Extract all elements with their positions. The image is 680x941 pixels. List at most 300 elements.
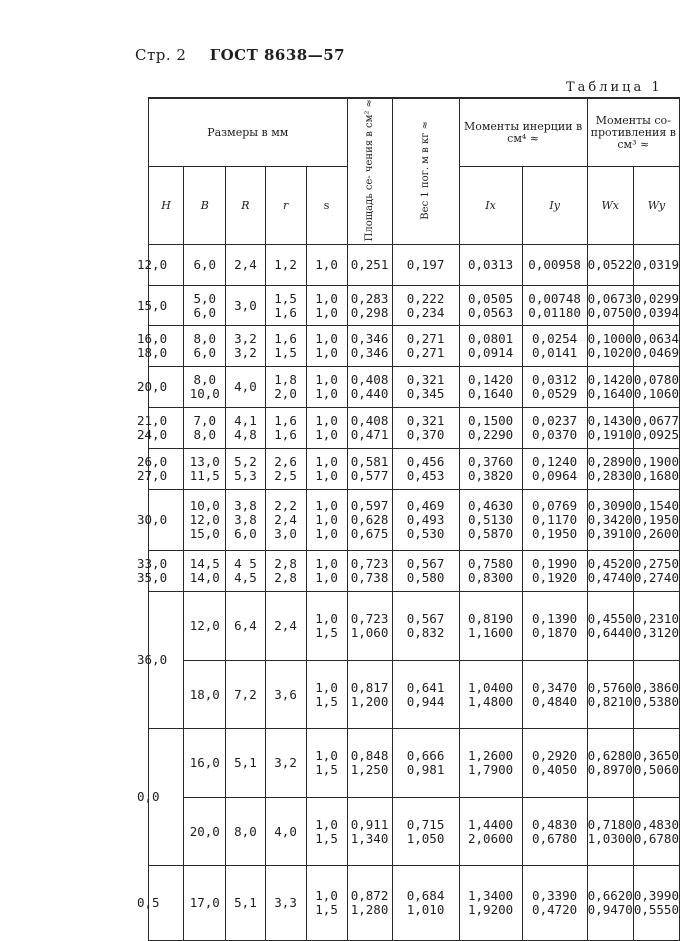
- cell-Ix: [459, 408, 522, 449]
- cell-value: 0,7580: [468, 556, 514, 572]
- cell-value: 0,0299: [633, 290, 679, 306]
- cell-value: 1,200: [350, 693, 389, 709]
- cell-Wy: [633, 866, 679, 941]
- cell-value: 21,0: [137, 413, 168, 429]
- cell-value: 0,6780: [532, 830, 578, 846]
- cell-value: 5,2: [234, 454, 257, 470]
- cell-R: [226, 866, 265, 941]
- cell-Wy: [633, 408, 679, 449]
- area-header: Площадь се- чения в см² ≈: [347, 98, 392, 245]
- cell-value: 0,577: [350, 468, 389, 484]
- cell-value: 0,3120: [633, 625, 679, 641]
- cell-value: 0,0780: [633, 372, 679, 388]
- cell-G: [392, 661, 459, 729]
- cell-Wx: [587, 408, 633, 449]
- cell-Wy: [633, 490, 679, 551]
- cell-Iy: [522, 286, 587, 326]
- cell-Wx: [587, 798, 633, 866]
- cell-value: 24,0: [137, 427, 168, 443]
- cell-value: 1,5: [315, 693, 338, 709]
- cell-value: 0,0925: [633, 427, 679, 443]
- cell-R: [226, 661, 265, 729]
- cell-value: 0,1640: [468, 386, 514, 402]
- cell-B: [184, 408, 226, 449]
- cell-B: [184, 866, 226, 941]
- cell-value: 0,0673: [587, 290, 633, 306]
- cell-H: [137, 408, 184, 449]
- cell-F: [347, 449, 392, 490]
- cell-value: 13,0: [189, 454, 220, 470]
- cell-value: 0,370: [406, 427, 445, 443]
- cell-value: 0,5870: [468, 526, 514, 542]
- cell-F: [347, 326, 392, 367]
- cell-R: [226, 449, 265, 490]
- cell-value: 5,1: [234, 895, 257, 911]
- cell-s: [306, 367, 347, 408]
- cell-value: 18,0: [189, 686, 220, 702]
- cell-value: 1,6: [274, 413, 297, 429]
- cell-value: 3,8: [234, 498, 257, 514]
- cell-value: 0,0750: [587, 304, 633, 320]
- standard-number: ГОСТ 8638—57: [209, 46, 346, 64]
- table-row: [149, 661, 680, 729]
- cell-Iy: [522, 729, 587, 798]
- cell-value: 0,5130: [468, 512, 514, 528]
- cell-value: 0,7180: [587, 816, 633, 832]
- cell-value: 0,8300: [468, 570, 514, 586]
- cell-B: [184, 449, 226, 490]
- cell-value: 8,0: [193, 427, 217, 443]
- table-row: [149, 866, 680, 941]
- cell-value: 0,234: [406, 304, 445, 320]
- cell-B: [184, 367, 226, 408]
- cell-Iy: [522, 551, 587, 592]
- cell-r: [265, 866, 306, 941]
- cell-Wx: [587, 729, 633, 798]
- cell-value: 0,3090: [587, 498, 633, 514]
- cell-value: 4,5: [234, 570, 257, 586]
- cell-value: 0,1390: [532, 611, 578, 627]
- cell-value: 0,271: [406, 331, 445, 347]
- cell-Ix: [459, 245, 522, 286]
- cell-R: [226, 245, 265, 286]
- cell-value: 0,1680: [633, 468, 679, 484]
- cell-value: 1,6: [274, 331, 297, 347]
- cell-s: [306, 661, 347, 729]
- cell-F: [347, 592, 392, 661]
- cell-value: 0,4630: [468, 498, 514, 514]
- cell-Iy: [522, 866, 587, 941]
- col-H: H: [149, 167, 184, 245]
- cell-value: 27,0: [137, 468, 168, 484]
- cell-value: 20,0: [137, 379, 168, 395]
- cell-value: 0,1910: [587, 427, 633, 443]
- cell-r: [265, 592, 306, 661]
- cell-H: [137, 449, 184, 490]
- cell-value: 0,0964: [532, 468, 578, 484]
- cell-value: 0,0801: [468, 331, 514, 347]
- cell-value: 1,0: [315, 386, 338, 402]
- cell-value: 0,1990: [532, 556, 578, 572]
- cell-Iy: [522, 326, 587, 367]
- cell-R: [226, 592, 265, 661]
- cell-value: 0,321: [406, 372, 445, 388]
- cell-value: 0,628: [350, 512, 389, 528]
- cell-value: 0,4840: [532, 693, 578, 709]
- cell-value: 0,408: [350, 372, 389, 388]
- cell-value: 0,0319: [633, 257, 679, 273]
- cell-s: [306, 866, 347, 941]
- col-Ix: Ix: [459, 167, 522, 245]
- col-B: B: [184, 167, 226, 245]
- cell-F: [347, 551, 392, 592]
- cell-value: 0,684: [406, 888, 445, 904]
- cell-value: 3,2: [234, 345, 257, 361]
- cell-value: 0,01180: [528, 304, 581, 320]
- cell-G: [392, 798, 459, 866]
- cell-value: 4,0: [234, 379, 257, 395]
- cell-value: 10,0: [189, 386, 220, 402]
- cell-R: [226, 729, 265, 798]
- cell-value: 35,0: [137, 570, 168, 586]
- cell-value: 0,0370: [532, 427, 578, 443]
- cell-value: 15,0: [137, 297, 168, 313]
- cell-F: [347, 408, 392, 449]
- cell-value: 0,456: [406, 454, 445, 470]
- cell-Ix: [459, 367, 522, 408]
- cell-value: 0,581: [350, 454, 389, 470]
- cell-value: 0,1420: [587, 372, 633, 388]
- cell-value: 1,0: [315, 304, 338, 320]
- cell-s: [306, 449, 347, 490]
- cell-value: 0,197: [406, 257, 445, 273]
- cell-value: 0,6440: [587, 625, 633, 641]
- cell-value: 0,1540: [633, 498, 679, 514]
- cell-H: [137, 729, 184, 866]
- cell-value: 0,2830: [587, 468, 633, 484]
- cell-value: 0,723: [350, 556, 389, 572]
- table-row: [149, 551, 680, 592]
- cell-value: 4,8: [234, 427, 257, 443]
- cell-R: [226, 490, 265, 551]
- cell-value: 0,4830: [532, 816, 578, 832]
- cell-value: 6,0: [193, 257, 217, 273]
- cell-value: 0,5380: [633, 693, 679, 709]
- cell-value: 0,6780: [633, 830, 679, 846]
- cell-value: 8,0: [193, 372, 217, 388]
- cell-G: [392, 449, 459, 490]
- cell-value: 1,0: [315, 372, 338, 388]
- cell-value: 0,5760: [587, 679, 633, 695]
- cell-value: 0,530: [406, 526, 445, 542]
- cell-F: [347, 490, 392, 551]
- cell-value: 0,440: [350, 386, 389, 402]
- cell-value: 0,738: [350, 570, 389, 586]
- cell-r: [265, 245, 306, 286]
- col-Wy: Wy: [633, 167, 679, 245]
- cell-value: 12,0: [189, 618, 220, 634]
- cell-value: 0,345: [406, 386, 445, 402]
- cell-value: 0,00748: [528, 290, 581, 306]
- cell-value: 0,4720: [532, 902, 578, 918]
- cell-Iy: [522, 661, 587, 729]
- cell-Wy: [633, 592, 679, 661]
- page-header: [135, 46, 345, 64]
- cell-value: 2,4: [274, 512, 297, 528]
- cell-r: [265, 326, 306, 367]
- cell-value: 1,2: [274, 257, 297, 273]
- sizes-header: Размеры в мм: [149, 98, 348, 167]
- cell-value: 0,6280: [587, 748, 633, 764]
- cell-Iy: [522, 449, 587, 490]
- page-number: Стр. 2: [135, 46, 187, 64]
- cell-value: 0,641: [406, 679, 445, 695]
- cell-value: 0,5: [137, 895, 160, 911]
- cell-value: 14,5: [189, 556, 220, 572]
- cell-Iy: [522, 490, 587, 551]
- cell-value: 0,2740: [633, 570, 679, 586]
- cell-value: 18,0: [137, 345, 168, 361]
- cell-value: 0,8210: [587, 693, 633, 709]
- cell-value: 1,0: [315, 611, 338, 627]
- cell-H: [137, 866, 184, 941]
- cell-r: [265, 729, 306, 798]
- cell-value: 0,944: [406, 693, 445, 709]
- cell-value: 15,0: [189, 526, 220, 542]
- cell-value: 0,567: [406, 611, 445, 627]
- cell-value: 1,0: [315, 427, 338, 443]
- cell-value: 1,0: [315, 679, 338, 695]
- cell-r: [265, 798, 306, 866]
- cell-Wx: [587, 490, 633, 551]
- cell-value: 30,0: [137, 512, 168, 528]
- cell-value: 0,1020: [587, 345, 633, 361]
- cell-value: 0,723: [350, 611, 389, 627]
- cell-value: 0,8970: [587, 762, 633, 778]
- cell-value: 0,0254: [532, 331, 578, 347]
- cell-value: 0,5060: [633, 762, 679, 778]
- cell-value: 1,050: [406, 830, 445, 846]
- cell-value: 1,0: [315, 498, 338, 514]
- cell-Wx: [587, 326, 633, 367]
- cell-value: 1,0: [315, 526, 338, 542]
- cell-value: 1,5: [315, 762, 338, 778]
- cell-r: [265, 551, 306, 592]
- cell-value: 1,0400: [468, 679, 514, 695]
- col-R: R: [226, 167, 265, 245]
- cell-s: [306, 286, 347, 326]
- cell-value: 0,1420: [468, 372, 514, 388]
- col-s: s: [306, 167, 347, 245]
- cell-value: 0,453: [406, 468, 445, 484]
- cell-Wx: [587, 661, 633, 729]
- cell-Wx: [587, 367, 633, 408]
- col-Wx: Wx: [587, 167, 633, 245]
- cell-value: 0,346: [350, 331, 389, 347]
- cell-value: 8,0: [193, 331, 217, 347]
- cell-F: [347, 729, 392, 798]
- cell-value: 0,0505: [468, 290, 514, 306]
- cell-value: 0,872: [350, 888, 389, 904]
- resistance-header: Моменты со- противления в см³ ≈: [587, 98, 679, 167]
- cell-s: [306, 326, 347, 367]
- cell-value: 1,0: [315, 290, 338, 306]
- cell-value: 1,3400: [468, 888, 514, 904]
- cell-value: 1,6: [274, 304, 297, 320]
- cell-R: [226, 408, 265, 449]
- cell-value: 0,1870: [532, 625, 578, 641]
- cell-value: 1,5: [274, 290, 297, 306]
- cell-Wx: [587, 245, 633, 286]
- cell-r: [265, 490, 306, 551]
- cell-value: 4,0: [274, 823, 297, 839]
- cell-value: 5,3: [234, 468, 257, 484]
- cell-value: 0,580: [406, 570, 445, 586]
- inertia-header: Моменты инерции в см⁴ ≈: [459, 98, 587, 167]
- cell-value: 5,1: [234, 755, 257, 771]
- cell-value: 0,8190: [468, 611, 514, 627]
- cell-value: 0,1170: [532, 512, 578, 528]
- cell-H: [137, 367, 184, 408]
- cell-Wy: [633, 367, 679, 408]
- weight-header: Вес 1 пог. м в кг ≈: [392, 98, 459, 245]
- cell-value: 16,0: [137, 331, 168, 347]
- cell-value: 0,283: [350, 290, 389, 306]
- cell-value: 0,666: [406, 748, 445, 764]
- cell-value: 0,3760: [468, 454, 514, 470]
- cell-G: [392, 367, 459, 408]
- cell-H: [137, 245, 184, 286]
- cell-Wy: [633, 798, 679, 866]
- cell-value: 0,1240: [532, 454, 578, 470]
- cell-value: 1,0: [315, 512, 338, 528]
- cell-value: 0,222: [406, 290, 445, 306]
- table-row: [149, 798, 680, 866]
- cell-value: 0,3470: [532, 679, 578, 695]
- cell-value: 0,911: [350, 816, 389, 832]
- cell-value: 2,5: [274, 468, 297, 484]
- cell-value: 1,6: [274, 427, 297, 443]
- cell-s: [306, 729, 347, 798]
- cell-G: [392, 286, 459, 326]
- cell-value: 17,0: [189, 895, 220, 911]
- cell-Wy: [633, 286, 679, 326]
- cell-Wx: [587, 592, 633, 661]
- cell-value: 0,4830: [633, 816, 679, 832]
- cell-value: 0,2750: [633, 556, 679, 572]
- cell-value: 7,2: [234, 686, 257, 702]
- cell-H: [137, 490, 184, 551]
- cell-value: 0,2890: [587, 454, 633, 470]
- cell-Wx: [587, 551, 633, 592]
- cell-value: 0,0634: [633, 331, 679, 347]
- cell-s: [306, 798, 347, 866]
- cell-value: 0,0529: [532, 386, 578, 402]
- cell-B: [184, 490, 226, 551]
- cell-value: 4 5: [234, 556, 257, 572]
- cell-value: 0,567: [406, 556, 445, 572]
- cell-G: [392, 551, 459, 592]
- cell-r: [265, 408, 306, 449]
- cell-value: 0,5550: [633, 902, 679, 918]
- cell-value: 0,471: [350, 427, 389, 443]
- cell-value: 0,346: [350, 345, 389, 361]
- cell-value: 0,1430: [587, 413, 633, 429]
- cell-value: 0,3820: [468, 468, 514, 484]
- cell-value: 3,0: [234, 297, 257, 313]
- cell-R: [226, 367, 265, 408]
- cell-value: 5,0: [193, 290, 217, 306]
- table-label: Таблица 1: [566, 80, 663, 95]
- cell-value: 0,298: [350, 304, 389, 320]
- cell-F: [347, 286, 392, 326]
- cell-value: 0,1950: [532, 526, 578, 542]
- cell-value: 0,1950: [633, 512, 679, 528]
- cell-value: 3,0: [274, 526, 297, 542]
- cell-value: 2,4: [234, 257, 257, 273]
- cell-value: 8,0: [234, 823, 257, 839]
- cell-G: [392, 729, 459, 798]
- cell-value: 1,0: [315, 331, 338, 347]
- cell-value: 1,340: [350, 830, 389, 846]
- cell-value: 3,2: [234, 331, 257, 347]
- cell-H: [137, 286, 184, 326]
- cell-value: 0,1000: [587, 331, 633, 347]
- cell-value: 1,0: [315, 468, 338, 484]
- table-row: [149, 245, 680, 286]
- cell-value: 2,8: [274, 556, 297, 572]
- table-row: [149, 592, 680, 661]
- cell-value: 0,2920: [532, 748, 578, 764]
- cell-Ix: [459, 490, 522, 551]
- cell-value: 0,848: [350, 748, 389, 764]
- cell-H: [137, 592, 184, 729]
- cell-value: 0,0394: [633, 304, 679, 320]
- cell-F: [347, 661, 392, 729]
- cell-Ix: [459, 798, 522, 866]
- cell-G: [392, 592, 459, 661]
- cell-B: [184, 729, 226, 798]
- cell-H: [137, 326, 184, 367]
- cell-value: 1,7900: [468, 762, 514, 778]
- cell-value: 1,250: [350, 762, 389, 778]
- cell-value: 0,1920: [532, 570, 578, 586]
- cell-value: 0,493: [406, 512, 445, 528]
- cell-B: [184, 326, 226, 367]
- cell-value: 0,6620: [587, 888, 633, 904]
- cell-value: 36,0: [137, 652, 168, 668]
- cell-value: 0,0469: [633, 345, 679, 361]
- cell-value: 3,3: [274, 895, 297, 911]
- cell-value: 0,469: [406, 498, 445, 514]
- cell-Ix: [459, 286, 522, 326]
- cell-value: 6,0: [193, 304, 217, 320]
- table-row: [149, 367, 680, 408]
- cell-value: 0,2600: [633, 526, 679, 542]
- table-row: [149, 408, 680, 449]
- cell-value: 2,2: [274, 498, 297, 514]
- cell-value: 1,0: [315, 816, 338, 832]
- cell-value: 0,0563: [468, 304, 514, 320]
- cell-value: 1,0: [315, 570, 338, 586]
- cell-value: 0,817: [350, 679, 389, 695]
- cell-value: 0,0312: [532, 372, 578, 388]
- cell-F: [347, 798, 392, 866]
- cell-Iy: [522, 408, 587, 449]
- cell-value: 1,060: [350, 625, 389, 641]
- cell-R: [226, 286, 265, 326]
- cell-value: 0,0522: [587, 257, 633, 273]
